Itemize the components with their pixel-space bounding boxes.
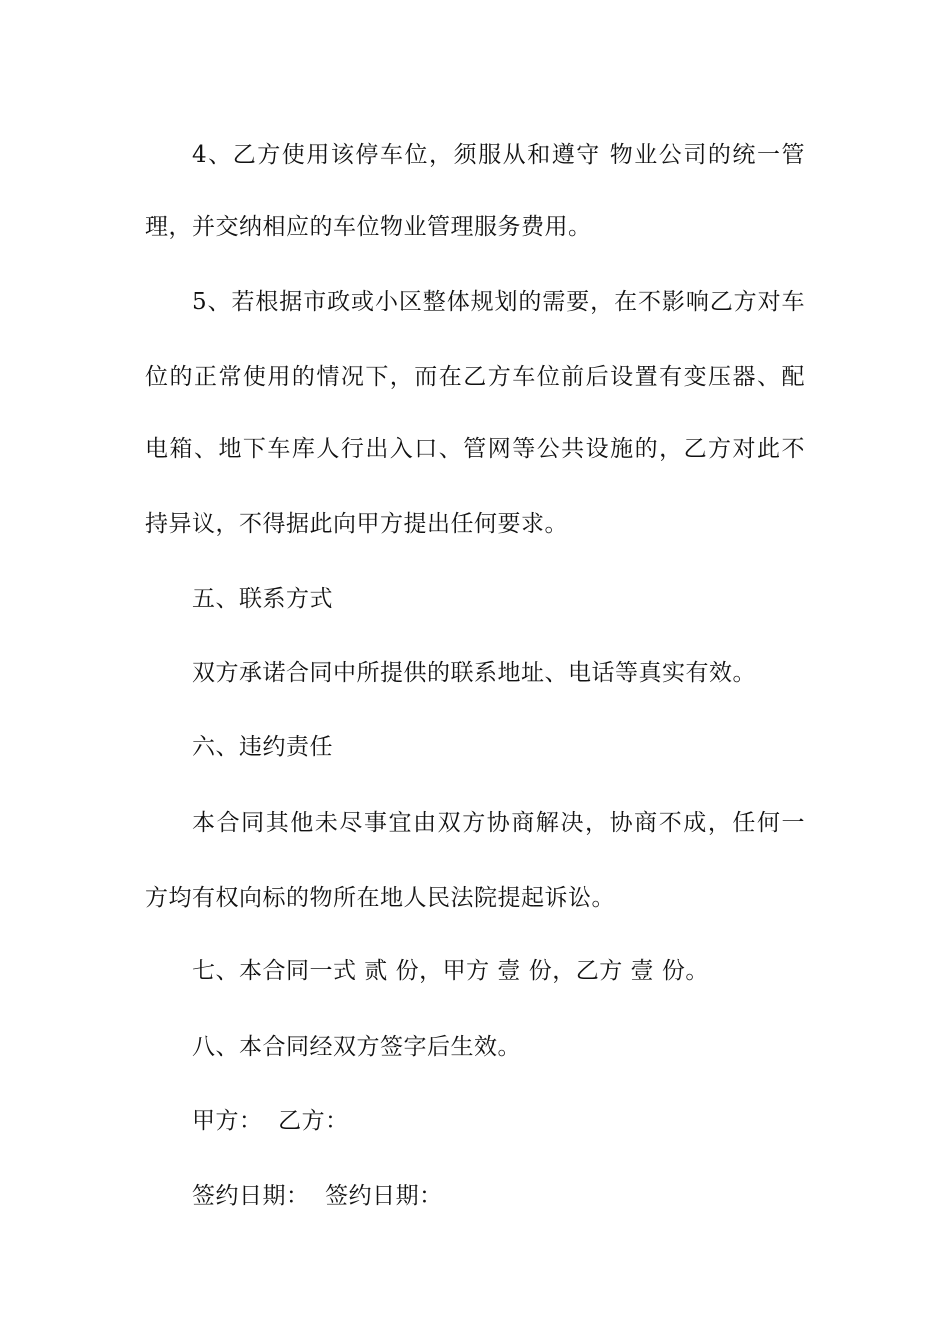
clause-5-line-3: 电箱、地下车库人行出入口、管网等公共设施的，乙方对此不 bbox=[145, 436, 805, 462]
section-6-body-line-2: 方均有权向标的物所在地人民法院提起诉讼。 bbox=[145, 885, 615, 911]
section-8: 八、本合同经双方签字后生效。 bbox=[192, 1034, 521, 1060]
clause-4-line-1: 4、乙方使用该停车位，须服从和遵守 物业公司的统一管 bbox=[192, 142, 805, 168]
signature-dates: 签约日期： 签约日期： bbox=[192, 1183, 443, 1209]
clause-5-line-2: 位的正常使用的情况下，而在乙方车位前后设置有变压器、配 bbox=[145, 364, 805, 390]
section-7: 七、本合同一式 贰 份，甲方 壹 份，乙方 壹 份。 bbox=[192, 958, 709, 984]
section-5-body: 双方承诺合同中所提供的联系地址、电话等真实有效。 bbox=[192, 660, 756, 686]
section-6-body-line-1: 本合同其他未尽事宜由双方协商解决，协商不成，任何一 bbox=[192, 810, 805, 836]
clause-5-line-4: 持异议，不得据此向甲方提出任何要求。 bbox=[145, 511, 568, 537]
section-6-heading: 六、违约责任 bbox=[192, 734, 333, 760]
signature-parties: 甲方： 乙方： bbox=[192, 1108, 349, 1134]
clause-5-line-1: 5、若根据市政或小区整体规划的需要，在不影响乙方对车 bbox=[192, 289, 805, 315]
section-5-heading: 五、联系方式 bbox=[192, 586, 333, 612]
clause-4-line-2: 理，并交纳相应的车位物业管理服务费用。 bbox=[145, 214, 592, 240]
